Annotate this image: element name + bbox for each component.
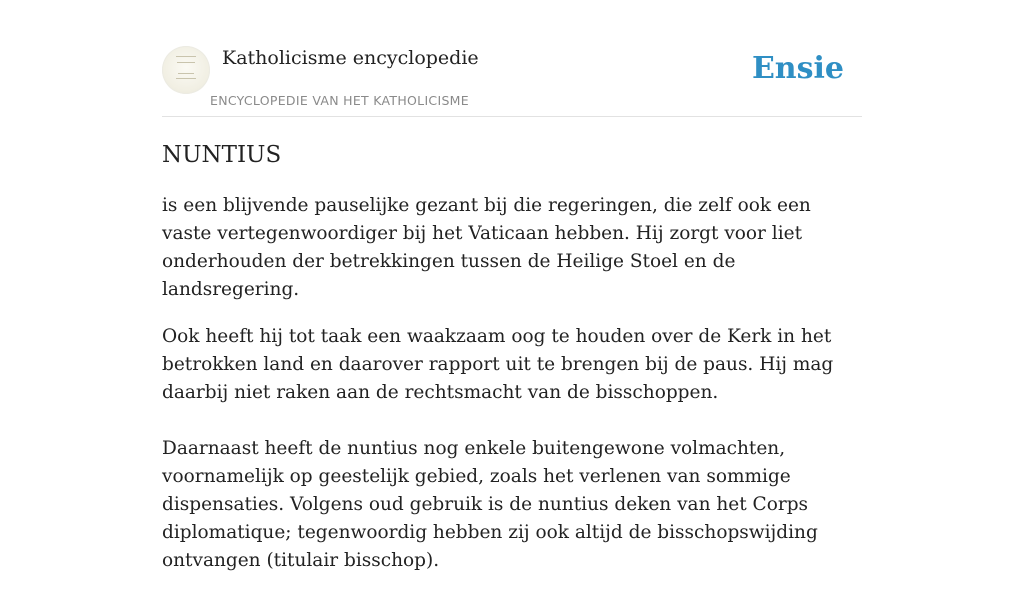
entry-content (162, 192, 862, 594)
site-subtitle: ENCYCLOPEDIE VAN HET KATHOLICISME (210, 93, 469, 108)
entry-paragraph: Daarnaast heeft de nuntius nog enkele buitengewone volmachten, voornamelijk op geestelijk gebied, zoals het verlenen van sommige dispensaties. Volgens oud gebruik is de nuntius deken van het Corps diplomatique; tegenwoordig hebben zij ook altijd de bisschopswijding ontvangen (titulair bisschop). (162, 438, 818, 571)
ensie-logo-link[interactable]: Ensie (751, 51, 844, 86)
page (162, 0, 862, 571)
entry-paragraph: Ook heeft hij tot taak een waakzaam oog te houden over de Kerk in het betrokken land en daarover rapport uit te brengen bij de paus. Hij mag daarbij niet raken aan de rechtsmacht van de bisschoppen. (162, 326, 834, 403)
entry-paragraph: is een blijvende pauselijke gezant bij die regeringen, die zelf ook een vaste vertegenwoordiger bij het Vaticaan hebben. Hij zorgt voor liet onderhouden der betrekkingen tussen de Heilige Stoel en de landsregering. (162, 195, 811, 300)
site-header (162, 0, 862, 117)
encyclopedia-cover-thumbnail[interactable] (162, 46, 210, 94)
site-title-link[interactable]: Katholicisme encyclopedie (222, 47, 479, 69)
entry-title: NUNTIUS (162, 142, 282, 168)
